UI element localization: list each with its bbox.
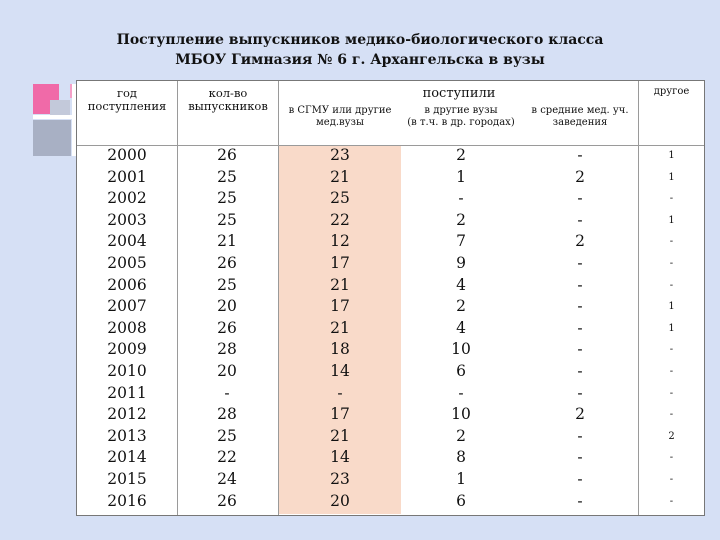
cell-sgmu: 23 (330, 469, 350, 488)
cell-year: 2000 (107, 146, 147, 164)
cell-other-uni: 9 (456, 253, 466, 272)
cell-other: - (669, 236, 674, 248)
cell-sgmu: 22 (330, 210, 350, 229)
cell-year: 2003 (107, 210, 147, 229)
cell-sgmu: 23 (330, 146, 350, 164)
cell-other: - (669, 452, 674, 464)
cell-sgmu: 21 (330, 318, 350, 337)
cell-sgmu: - (337, 383, 343, 402)
cell-other: - (669, 365, 674, 377)
header-other-uni (401, 105, 521, 129)
cell-other: 1 (668, 301, 675, 313)
cell-other-uni: 2 (456, 297, 466, 316)
cell-other: - (669, 409, 674, 421)
cell-med-school: - (577, 361, 583, 380)
cell-sgmu: 17 (330, 253, 350, 272)
cell-year: 2008 (107, 318, 147, 337)
header-count-line-2: выпускников (188, 99, 268, 113)
cell-year: 2006 (107, 275, 147, 294)
column-other (639, 145, 704, 512)
header-year-line-1: год (116, 86, 138, 100)
cell-med-school: - (577, 189, 583, 208)
title-line-2: МБОУ Гимназия № 6 г. Архангельска в вузы (175, 52, 545, 68)
cell-sgmu: 21 (330, 426, 350, 445)
cell-med-school: - (577, 210, 583, 229)
cell-med-school: 2 (575, 405, 585, 424)
cell-count: 26 (217, 491, 237, 510)
cell-sgmu: 14 (330, 361, 350, 380)
cell-other: 1 (668, 322, 675, 334)
cell-med-school: - (577, 426, 583, 445)
cell-year: 2005 (107, 253, 147, 272)
cell-count: - (224, 383, 230, 402)
cell-other: 2 (668, 430, 675, 442)
cell-other-uni: 4 (456, 275, 466, 294)
cell-count: 25 (217, 426, 237, 445)
header-med-school-line-1: в средние мед. уч. (531, 105, 629, 116)
header-sgmu (279, 105, 401, 129)
cell-year: 2007 (107, 297, 147, 316)
cell-other-uni: 6 (456, 361, 466, 380)
cell-other-uni: 8 (456, 448, 466, 467)
header-other: другое (653, 86, 690, 97)
cell-other-uni: - (458, 383, 464, 402)
cell-count: 25 (217, 167, 237, 186)
header-sgmu-line-1: в СГМУ или другие (288, 105, 392, 116)
cell-other: - (669, 193, 674, 205)
cell-other-uni: 7 (456, 232, 466, 251)
cell-other: - (669, 279, 674, 291)
cell-med-school: - (577, 383, 583, 402)
cell-med-school: 2 (575, 167, 585, 186)
cell-med-school: - (577, 448, 583, 467)
cell-sgmu: 17 (330, 405, 350, 424)
cell-count: 20 (217, 297, 237, 316)
header-sgmu-line-2: мед.вузы (316, 117, 364, 128)
cell-year: 2015 (107, 469, 147, 488)
column-sgmu (279, 145, 401, 512)
cell-count: 24 (217, 469, 237, 488)
cell-other-uni: 1 (456, 167, 466, 186)
cell-sgmu: 17 (330, 297, 350, 316)
cell-med-school: - (577, 253, 583, 272)
admissions-table (76, 80, 705, 516)
cell-sgmu: 12 (330, 232, 350, 251)
cell-count: 28 (217, 405, 237, 424)
cell-count: 25 (217, 275, 237, 294)
cell-year: 2012 (107, 405, 147, 424)
cell-other-uni: 6 (456, 491, 466, 510)
cell-other-uni: 4 (456, 318, 466, 337)
decor-square-grey (33, 120, 71, 156)
cell-other: 1 (668, 150, 675, 161)
cell-med-school: - (577, 340, 583, 359)
header-other-uni-line-2: (в т.ч. в др. городах) (407, 117, 515, 128)
cell-med-school: - (577, 491, 583, 510)
cell-other: - (669, 495, 674, 507)
cell-year: 2013 (107, 426, 147, 445)
cell-other: - (669, 387, 674, 399)
column-med-school (521, 145, 639, 512)
cell-sgmu: 18 (330, 340, 350, 359)
cell-other: - (669, 257, 674, 269)
title-line-1: Поступление выпускников медико-биологического класса (116, 32, 604, 48)
cell-year: 2001 (107, 167, 147, 186)
header-count-line-1: кол-во (208, 86, 248, 100)
cell-other-uni: 10 (451, 405, 471, 424)
cell-med-school: - (577, 318, 583, 337)
column-year (77, 145, 177, 512)
cell-count: 21 (217, 232, 237, 251)
cell-sgmu: 21 (330, 167, 350, 186)
cell-year: 2010 (107, 361, 147, 380)
cell-count: 26 (217, 146, 237, 164)
cell-med-school: - (577, 297, 583, 316)
header-year-line-2: поступления (87, 99, 167, 113)
cell-count: 26 (217, 318, 237, 337)
cell-sgmu: 14 (330, 448, 350, 467)
column-count (177, 145, 277, 512)
column-other-uni (401, 145, 521, 512)
cell-count: 20 (217, 361, 237, 380)
cell-other-uni: 10 (451, 340, 471, 359)
cell-sgmu: 20 (330, 491, 350, 510)
cell-count: 26 (217, 253, 237, 272)
cell-other: - (669, 473, 674, 485)
cell-other: 1 (668, 214, 675, 226)
cell-year: 2002 (107, 189, 147, 208)
cell-sgmu: 25 (330, 189, 350, 208)
cell-other: - (669, 344, 674, 356)
cell-count: 22 (217, 448, 237, 467)
cell-other: 1 (668, 171, 675, 183)
header-other-uni-line-1: в другие вузы (424, 105, 498, 116)
cell-sgmu: 21 (330, 275, 350, 294)
cell-count: 25 (217, 189, 237, 208)
cell-count: 25 (217, 210, 237, 229)
cell-med-school: 2 (575, 232, 585, 251)
header-med-school-line-2: заведения (552, 117, 608, 128)
cell-year: 2009 (107, 340, 147, 359)
cell-other-uni: 2 (456, 210, 466, 229)
header-year (77, 87, 177, 113)
header-count (177, 87, 279, 113)
page-title (0, 30, 720, 70)
cell-other-uni: 2 (456, 146, 466, 164)
cell-other-uni: 1 (456, 469, 466, 488)
cell-year: 2016 (107, 491, 147, 510)
cell-med-school: - (577, 146, 583, 164)
cell-other-uni: - (458, 189, 464, 208)
header-admitted: поступили (422, 86, 496, 101)
cell-count: 28 (217, 340, 237, 359)
cell-other-uni: 2 (456, 426, 466, 445)
cell-year: 2014 (107, 448, 147, 467)
cell-year: 2004 (107, 232, 147, 251)
cell-med-school: - (577, 275, 583, 294)
header-med-school (521, 105, 639, 129)
cell-year: 2011 (107, 383, 147, 402)
cell-med-school: - (577, 469, 583, 488)
